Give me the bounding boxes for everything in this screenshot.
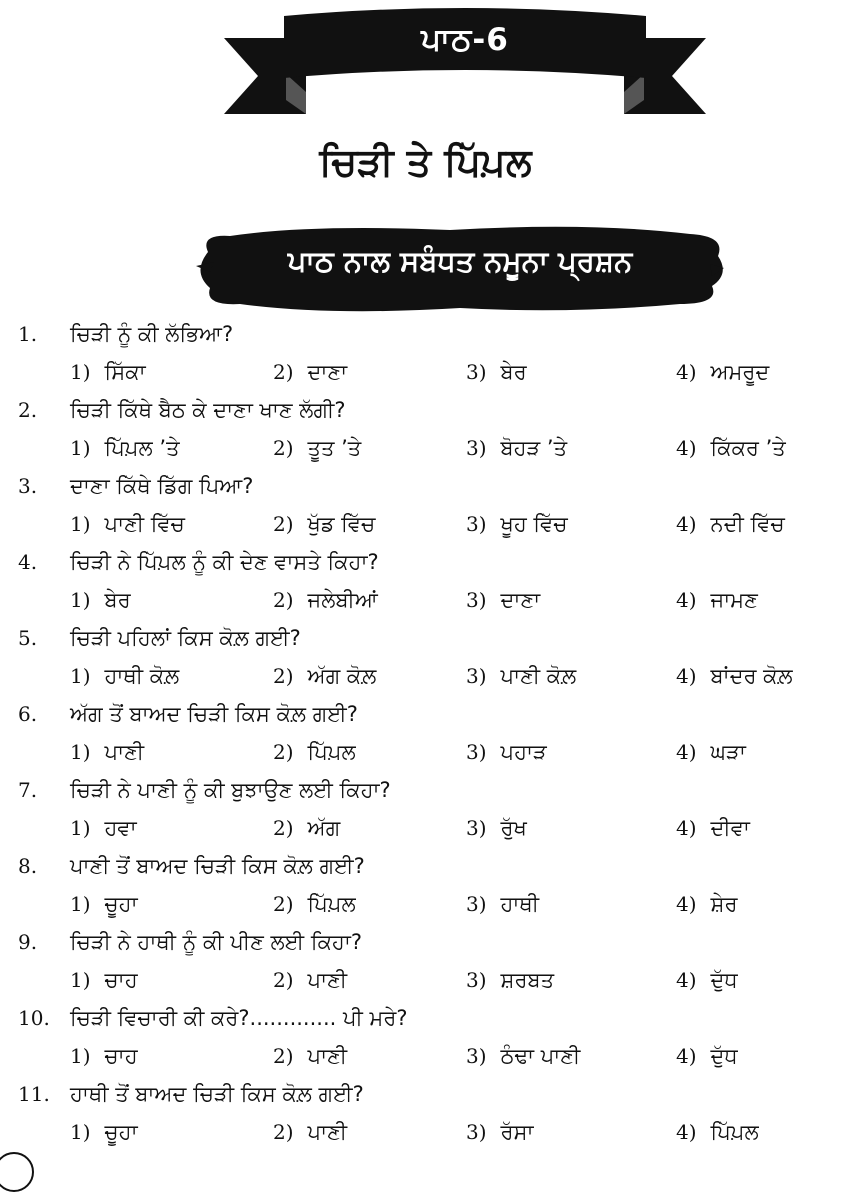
option-number: 4) (676, 512, 697, 536)
option-number: 2) (273, 740, 294, 764)
option-number: 1) (70, 360, 91, 384)
option-row (0, 353, 851, 391)
question-row (0, 467, 851, 505)
option-text: ਪਿੱਪ਼ਲ (710, 1120, 759, 1144)
answer-option (273, 961, 347, 999)
option-number: 2) (273, 816, 294, 840)
answer-option (70, 733, 144, 771)
answer-option (70, 885, 138, 923)
option-text: ਜਲੇਬੀਆਂ (307, 588, 378, 612)
option-number: 4) (676, 892, 697, 916)
option-text: ਪਿੱਪ਼ਲ ’ਤੇ (104, 436, 180, 460)
question-row (0, 619, 851, 657)
question-number: 7. (18, 778, 38, 802)
option-text: ਜਾਮਣ (710, 588, 758, 612)
question-number: 11. (18, 1082, 50, 1106)
answer-option (70, 353, 146, 391)
answer-option (273, 581, 378, 619)
answer-option (70, 809, 137, 847)
question-row (0, 543, 851, 581)
option-number: 3) (466, 816, 487, 840)
option-number: 3) (466, 892, 487, 916)
option-number: 4) (676, 740, 697, 764)
question-row (0, 695, 851, 733)
answer-option (466, 505, 567, 543)
answer-option (466, 1037, 580, 1075)
option-number: 3) (466, 1120, 487, 1144)
question-list (0, 315, 851, 1151)
option-number: 1) (70, 892, 91, 916)
answer-option (676, 353, 769, 391)
question-number: 10. (18, 1006, 50, 1030)
option-text: ਬੇਰ (104, 588, 131, 612)
option-text: ਹਵਾ (104, 816, 137, 840)
option-number: 2) (273, 664, 294, 688)
answer-option (676, 429, 786, 467)
answer-option (70, 1113, 138, 1151)
question-number: 1. (18, 322, 38, 346)
option-text: ਸ਼ੇਰ (710, 892, 738, 916)
option-text: ਤੂਤ ’ਤੇ (307, 436, 362, 460)
option-number: 4) (676, 968, 697, 992)
question-row (0, 771, 851, 809)
option-row (0, 885, 851, 923)
question-number: 2. (18, 398, 38, 422)
option-number: 1) (70, 740, 91, 764)
answer-option (273, 885, 356, 923)
answer-option (70, 1037, 138, 1075)
option-text: ਪਹਾੜ (500, 740, 547, 764)
option-number: 3) (466, 740, 487, 764)
answer-option (273, 1113, 347, 1151)
option-text: ਦਾਣਾ (307, 360, 348, 384)
option-text: ਚੂਹਾ (104, 1120, 138, 1144)
option-text: ਸਿੱਕਾ (104, 360, 146, 384)
option-text: ਚਾਹ (104, 1044, 138, 1068)
option-text: ਦਾਣਾ (500, 588, 541, 612)
option-row (0, 809, 851, 847)
option-number: 1) (70, 1120, 91, 1144)
option-number: 4) (676, 360, 697, 384)
page-corner-circle (0, 1152, 34, 1192)
answer-option (466, 885, 539, 923)
option-row (0, 733, 851, 771)
option-number: 1) (70, 436, 91, 460)
answer-option (676, 1037, 738, 1075)
option-number: 1) (70, 1044, 91, 1068)
option-number: 3) (466, 512, 487, 536)
question-text: ਅੱਗ ਤੋਂ ਬਾਅਦ ਚਿੜੀ ਕਿਸ ਕੋਲ਼ ਗਈ? (70, 702, 358, 726)
option-number: 1) (70, 816, 91, 840)
option-number: 3) (466, 436, 487, 460)
question-text: ਦਾਣਾ ਕਿੱਥੇ ਡਿੱਗ ਪਿਆ? (70, 474, 254, 498)
option-number: 2) (273, 512, 294, 536)
lesson-banner (224, 4, 706, 118)
answer-option (70, 961, 138, 999)
option-text: ਹਾਥੀ (500, 892, 540, 916)
option-number: 2) (273, 1120, 294, 1144)
option-text: ਘੜਾ (710, 740, 746, 764)
option-number: 2) (273, 588, 294, 612)
answer-option (273, 657, 376, 695)
option-number: 2) (273, 1044, 294, 1068)
answer-option (676, 809, 750, 847)
answer-option (466, 809, 527, 847)
option-number: 2) (273, 968, 294, 992)
answer-option (466, 581, 540, 619)
option-number: 2) (273, 360, 294, 384)
question-text: ਹਾਥੀ ਤੋਂ ਬਾਅਦ ਚਿੜੀ ਕਿਸ ਕੋਲ਼ ਗਈ? (70, 1082, 364, 1106)
question-text: ਪਾਣੀ ਤੋਂ ਬਾਅਦ ਚਿੜੀ ਕਿਸ ਕੋਲ਼ ਗਈ? (70, 854, 365, 878)
option-text: ਦੁੱਧ (710, 968, 738, 992)
question-row (0, 999, 851, 1037)
option-text: ਬਾਂਦਰ ਕੋਲ਼ (710, 664, 793, 688)
option-number: 4) (676, 436, 697, 460)
answer-option (466, 353, 527, 391)
option-row (0, 657, 851, 695)
question-number: 6. (18, 702, 38, 726)
option-text: ਰੁੱਖ (500, 816, 527, 840)
option-text: ਅੱਗ ਕੋਲ਼ (307, 664, 377, 688)
question-text: ਚਿੜੀ ਪਹਿਲਾਂ ਕਿਸ ਕੋਲ਼ ਗਈ? (70, 626, 301, 650)
option-text: ਖੂਹ ਵਿੱਚ (500, 512, 568, 536)
question-text: ਚਿੜੀ ਕਿੱਥੇ ਬੈਠ ਕੇ ਦਾਣਾ ਖਾਣ ਲੱਗੀ? (70, 398, 346, 422)
option-text: ਪਿੱਪ਼ਲ (307, 740, 356, 764)
question-number: 8. (18, 854, 38, 878)
answer-option (676, 505, 785, 543)
answer-option (70, 581, 131, 619)
question-row (0, 923, 851, 961)
question-row (0, 391, 851, 429)
answer-option (273, 1037, 347, 1075)
answer-option (273, 733, 356, 771)
option-number: 3) (466, 588, 487, 612)
option-number: 4) (676, 1044, 697, 1068)
option-text: ਬੇਰ (500, 360, 527, 384)
option-text: ਅੱਗ (307, 816, 341, 840)
option-number: 1) (70, 664, 91, 688)
option-row (0, 1113, 851, 1151)
question-number: 5. (18, 626, 38, 650)
option-text: ਪਾਣੀ (104, 740, 145, 764)
answer-option (70, 657, 179, 695)
option-text: ਅਮਰੂਦ (710, 360, 770, 384)
option-text: ਕਿੱਕਰ ’ਤੇ (710, 436, 786, 460)
option-number: 4) (676, 588, 697, 612)
option-number: 3) (466, 360, 487, 384)
option-text: ਚਾਹ (104, 968, 138, 992)
option-text: ਪਾਣੀ ਕੋਲ਼ (500, 664, 577, 688)
option-text: ਰੱਸਾ (500, 1120, 534, 1144)
option-number: 1) (70, 512, 91, 536)
option-row (0, 505, 851, 543)
chapter-title: ਚਿੜੀ ਤੇ ਪਿੱਪ਼ਲ (319, 140, 532, 184)
answer-option (676, 657, 793, 695)
question-text: ਚਿੜੀ ਨੇ ਪਿੱਪ਼ਲ ਨੂੰ ਕੀ ਦੇਣ ਵਾਸਤੇ ਕਿਹਾ? (70, 550, 379, 574)
answer-option (273, 505, 375, 543)
option-text: ਪਾਣੀ (307, 1120, 348, 1144)
lesson-number: ਪਾਠ-6 (421, 22, 509, 58)
option-text: ਪਾਣੀ (307, 1044, 348, 1068)
answer-option (676, 581, 758, 619)
question-row (0, 847, 851, 885)
option-number: 1) (70, 968, 91, 992)
answer-option (273, 429, 361, 467)
option-number: 2) (273, 892, 294, 916)
option-text: ਪਾਣੀ (307, 968, 348, 992)
option-text: ਦੀਵਾ (710, 816, 750, 840)
option-number: 3) (466, 968, 487, 992)
option-text: ਸ਼ਰਬਤ (500, 968, 555, 992)
answer-option (466, 733, 547, 771)
answer-option (273, 353, 347, 391)
answer-option (676, 961, 738, 999)
option-number: 1) (70, 588, 91, 612)
option-text: ਨਦੀ ਵਿੱਚ (710, 512, 785, 536)
option-text: ਬੋਹੜ ’ਤੇ (500, 436, 568, 460)
option-row (0, 429, 851, 467)
answer-option (676, 733, 746, 771)
option-text: ਪਿੱਪ਼ਲ (307, 892, 356, 916)
option-text: ਹਾਥੀ ਕੋਲ਼ (104, 664, 180, 688)
answer-option (273, 809, 340, 847)
answer-option (70, 429, 180, 467)
option-text: ਦੁੱਧ (710, 1044, 738, 1068)
question-text: ਚਿੜੀ ਨੇ ਹਾਥੀ ਨੂੰ ਕੀ ਪੀਣ ਲਈ ਕਿਹਾ? (70, 930, 362, 954)
option-number: 4) (676, 816, 697, 840)
question-text: ਚਿੜੀ ਨੂੰ ਕੀ ਲੱਭਿਆ? (70, 322, 234, 346)
answer-option (676, 885, 738, 923)
option-text: ਪਾਣੀ ਵਿੱਚ (104, 512, 185, 536)
option-number: 2) (273, 436, 294, 460)
question-number: 4. (18, 550, 38, 574)
question-row (0, 315, 851, 353)
question-row (0, 1075, 851, 1113)
option-row (0, 1037, 851, 1075)
question-text: ਚਿੜੀ ਵਿਚਾਰੀ ਕੀ ਕਰੇ?............. ਪੀ ਮਰੇ? (70, 1006, 408, 1030)
option-number: 4) (676, 1120, 697, 1144)
option-number: 4) (676, 664, 697, 688)
option-text: ਠੰਢਾ ਪਾਣੀ (500, 1044, 581, 1068)
section-title: ਪਾਠ ਨਾਲ ਸਬੰਧਤ ਨਮੂਨਾ ਪ੍ਰਸ਼ਨ (287, 244, 633, 278)
option-number: 3) (466, 1044, 487, 1068)
answer-option (676, 1113, 759, 1151)
answer-option (466, 657, 576, 695)
option-row (0, 961, 851, 999)
question-number: 3. (18, 474, 38, 498)
answer-option (466, 1113, 534, 1151)
section-heading (190, 222, 730, 314)
option-number: 3) (466, 664, 487, 688)
answer-option (70, 505, 185, 543)
question-text: ਚਿੜੀ ਨੇ ਪਾਣੀ ਨੂੰ ਕੀ ਬੁਝਾਉਣ ਲਈ ਕਿਹਾ? (70, 778, 391, 802)
answer-option (466, 961, 554, 999)
answer-option (466, 429, 567, 467)
option-text: ਖੁੱਡ ਵਿੱਚ (307, 512, 376, 536)
question-number: 9. (18, 930, 38, 954)
option-row (0, 581, 851, 619)
option-text: ਚੂਹਾ (104, 892, 138, 916)
